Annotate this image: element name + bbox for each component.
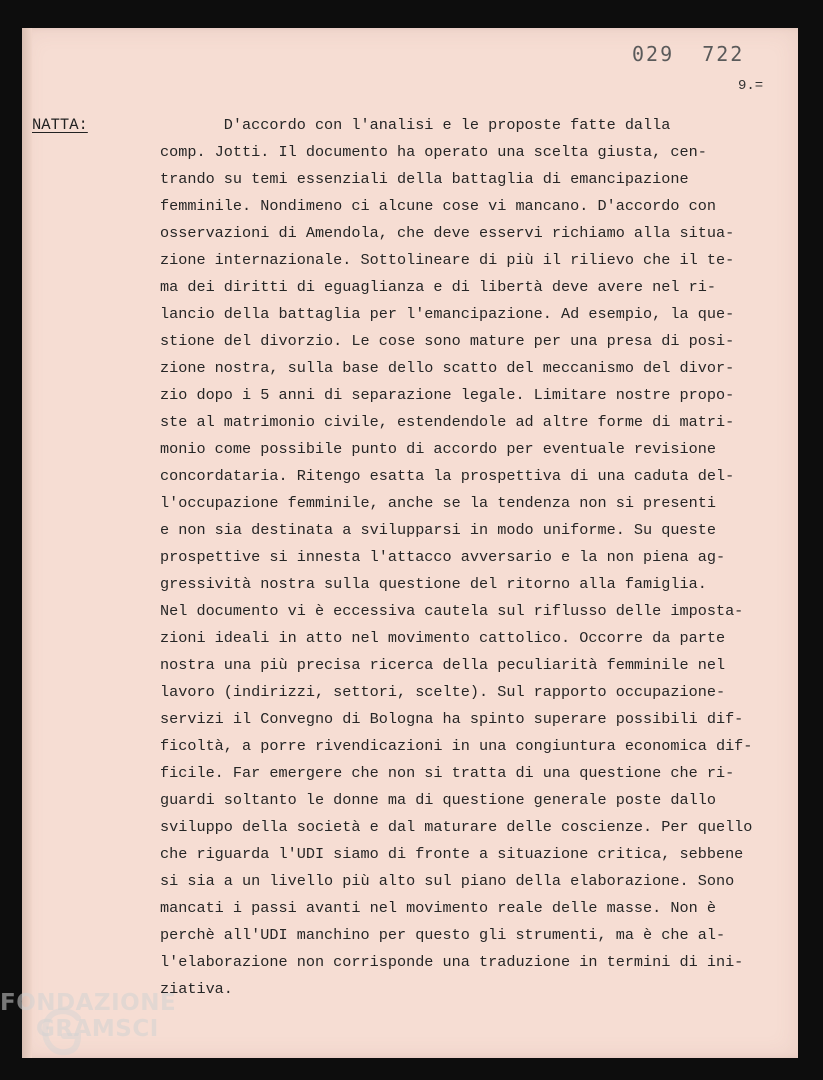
text-line: zione nostra, sulla base dello scatto del meccanismo del divor- <box>160 359 735 377</box>
text-line: trando su temi essenziali della battaglia di emancipazione <box>160 170 689 188</box>
watermark-line-1: FONDAZIONE <box>0 990 177 1016</box>
text-line: comp. Jotti. Il documento ha operato una scelta giusta, cen- <box>160 143 707 161</box>
text-line: monio come possibile punto di accordo per eventuale revisione <box>160 440 716 458</box>
text-line: mancati i passi avanti nel movimento reale delle masse. Non è <box>160 899 716 917</box>
text-line: Nel documento vi è eccessiva cautela sul riflusso delle imposta- <box>160 602 744 620</box>
text-line: stione del divorzio. Le cose sono mature per una presa di posi- <box>160 332 735 350</box>
text-line: femminile. Nondimeno ci alcune cose vi mancano. D'accordo con <box>160 197 716 215</box>
page-number: 9.= <box>738 78 764 94</box>
text-line: ma dei diritti di eguaglianza e di libertà deve avere nel ri- <box>160 278 716 296</box>
text-line: perchè all'UDI manchino per questo gli strumenti, ma è che al- <box>160 926 726 944</box>
gramsci-g-logo-icon <box>40 1006 84 1058</box>
speaker-name: NATTA: <box>32 116 88 134</box>
text-line: D'accordo con l'analisi e le proposte fatte dalla <box>160 116 671 134</box>
text-line: si sia a un livello più alto sul piano della elaborazione. Sono <box>160 872 735 890</box>
text-line: zione internazionale. Sottolineare di più il rilievo che il te- <box>160 251 735 269</box>
text-line: prospettive si innesta l'attacco avversario e la non piena ag- <box>160 548 726 566</box>
text-line: lancio della battaglia per l'emancipazione. Ad esempio, la que- <box>160 305 735 323</box>
text-line: gressività nostra sulla questione del ritorno alla famiglia. <box>160 575 707 593</box>
text-line: ziativa. <box>160 980 233 998</box>
watermark-line-2: GRAMSCI <box>36 1016 159 1042</box>
text-line: ficoltà, a porre rivendicazioni in una congiuntura economica dif- <box>160 737 753 755</box>
text-line: osservazioni di Amendola, che deve esservi richiamo alla situa- <box>160 224 735 242</box>
text-line: zioni ideali in atto nel movimento cattolico. Occorre da parte <box>160 629 726 647</box>
text-line: che riguarda l'UDI siamo di fronte a situazione critica, sebbene <box>160 845 744 863</box>
text-line: sviluppo della società e dal maturare delle coscienze. Per quello <box>160 818 753 836</box>
text-line: guardi soltanto le donne ma di questione generale poste dallo <box>160 791 716 809</box>
paper-binding-edge <box>22 28 32 1058</box>
text-line: ste al matrimonio civile, estendendole ad altre forme di matri- <box>160 413 735 431</box>
text-line: zio dopo i 5 anni di separazione legale. Limitare nostre propo- <box>160 386 735 404</box>
text-line: nostra una più precisa ricerca della peculiarità femminile nel <box>160 656 726 674</box>
text-line: l'occupazione femminile, anche se la tendenza non si presenti <box>160 494 716 512</box>
text-line: concordataria. Ritengo esatta la prospettiva di una caduta del- <box>160 467 735 485</box>
archive-document-number: 029 722 <box>632 42 745 66</box>
text-line: ficile. Far emergere che non si tratta di una questione che ri- <box>160 764 735 782</box>
text-line: l'elaborazione non corrisponde una traduzione in termini di ini- <box>160 953 744 971</box>
text-line: e non sia destinata a svilupparsi in modo uniforme. Su queste <box>160 521 716 539</box>
text-line: lavoro (indirizzi, settori, scelte). Sul rapporto occupazione- <box>160 683 726 701</box>
text-line: servizi il Convegno di Bologna ha spinto superare possibili dif- <box>160 710 744 728</box>
typewritten-text <box>160 112 800 1003</box>
fondazione-gramsci-watermark <box>0 990 200 1042</box>
